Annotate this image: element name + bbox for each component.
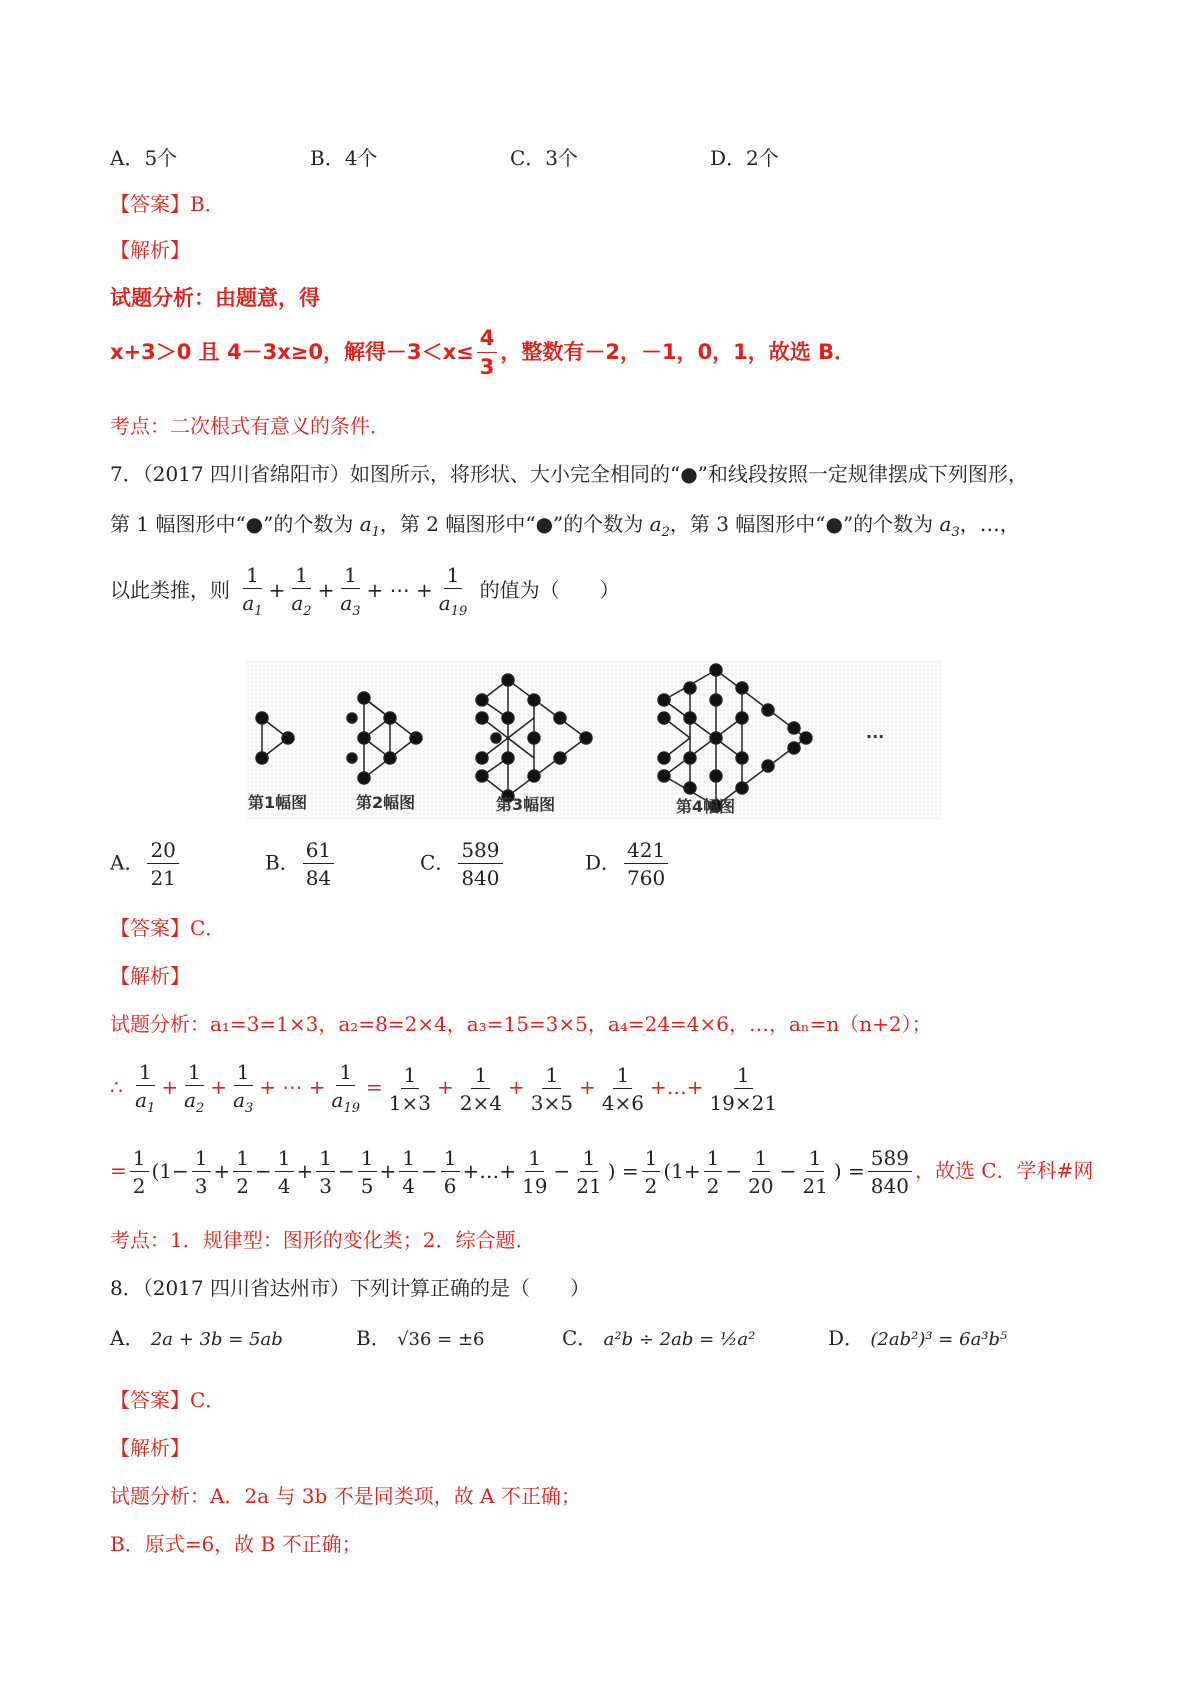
option-num: 20 <box>147 840 178 864</box>
q8-option-d <box>828 1322 1007 1351</box>
q8-option-d-expr: (2ab²)³ = 6a³b⁵ <box>870 1329 1008 1350</box>
q7-stem-text: 的值为（ ） <box>479 578 620 602</box>
q8-answer: 【答案】C． <box>110 1388 226 1412</box>
figure-2-graph <box>347 692 422 784</box>
q7-option-b <box>265 840 337 888</box>
q7-stem-text: 以此类推，则 <box>110 578 230 602</box>
option-label: D． <box>585 850 622 875</box>
option-num: 61 <box>303 840 334 864</box>
q8-analysis-line1: 试题分析：A．2a 与 3b 不是同类项，故 A 不正确； <box>110 1484 581 1508</box>
q7-stem-text: 第 1 幅图形中“●”的个数为 <box>110 512 360 536</box>
figure-caption-2: 第2幅图 <box>356 793 416 812</box>
q7-option-d <box>585 840 671 888</box>
q8-option-b-expr: √36 = ±6 <box>397 1329 485 1350</box>
q8-analysis-line2: B．原式=6，故 B 不正确； <box>110 1532 362 1556</box>
q7-result-den: 840 <box>870 1174 909 1198</box>
option-label: C． <box>420 850 456 875</box>
q6-analysis-line2-post: ，整数有－2，－1，0，1，故选 B． <box>500 340 856 364</box>
q7-stem-text: ，第 3 幅图形中“●”的个数为 <box>669 512 940 536</box>
q7-stem-text: ，第 2 幅图形中“●”的个数为 <box>379 512 650 536</box>
q7-sum-line: ∴ $\frac{1}{a_1}$ + $\frac{1}{a_2}$ + $\frac{1}{a_3}$ + ⋯ + $\frac{1}{a_{19}}$ = $\frac{1}{1\times 3}$ + $\frac{1}{2\times 4}$ + $\frac{1}{3\times 5}$ + $\frac{1}{4\times 6}$ +…+ $\frac{1}{19\times 21}$ <box>110 1060 778 1116</box>
q7-a1: $a_1$ <box>359 512 380 540</box>
q7-stem-line1: 7．（2017 四川省绵阳市）如图所示，将形状、大小完全相同的“●”和线段按照一定规律摆成下列图形， <box>110 462 1028 486</box>
q6-analysis-line1: 试题分析：由题意，得 <box>110 286 320 310</box>
q7-figure-svg <box>246 660 942 820</box>
figure-caption-1: 第1幅图 <box>248 793 308 812</box>
q7-telescope-line: = $\frac{1}{2}$ (1− $\frac{1}{3}$ + $\frac{1}{2}$ − $\frac{1}{4}$ + $\frac{1}{3}$ − $\frac{1}{5}$ + $\frac{1}{4}$ − $\frac{1}{6}$ +…+ $\frac{1}{19}$ − $\frac{1}{21}$ ) = $\frac{1}{2}$ (1+ $\frac{1}{2}$ − $\frac{1}{20}$ − $\frac{1}{21}$ ) = $\frac{589}{840}$ ，故选 C．学科#网 <box>110 1146 1094 1198</box>
option-label: C． <box>562 1326 598 1350</box>
q7-result-tail: ，故选 C．学科#网 <box>914 1158 1094 1183</box>
q7-analysis-header: 【解析】 <box>110 964 190 988</box>
figure-1-graph <box>256 712 294 764</box>
q8-option-c <box>562 1322 755 1351</box>
option-label: B． <box>356 1326 391 1350</box>
q6-fraction <box>477 328 498 378</box>
q7-figure <box>246 660 942 820</box>
q6-frac-den: 3 <box>479 355 495 379</box>
q6-option-d: D．2个 <box>710 146 779 170</box>
q6-analysis-line2 <box>110 328 855 378</box>
q7-kaodian: 考点：1．规律型：图形的变化类；2．综合题． <box>110 1228 536 1252</box>
q7-a3: $a_3$ <box>939 512 960 540</box>
q7-answer: 【答案】C． <box>110 916 226 940</box>
option-num: 421 <box>624 840 668 864</box>
option-label: B． <box>265 850 300 875</box>
q8-stem: 8．（2017 四川省达州市）下列计算正确的是（ ） <box>110 1276 590 1300</box>
q7-stem-text: ，…， <box>959 512 1020 536</box>
option-label: A． <box>110 850 145 875</box>
q7-result-num: 589 <box>868 1148 912 1172</box>
q7-option-a <box>110 840 182 888</box>
q7-a2: $a_2$ <box>649 512 670 540</box>
figure-ellipsis: ··· <box>866 727 885 746</box>
figure-4-graph <box>658 664 812 812</box>
q8-analysis-header: 【解析】 <box>110 1436 190 1460</box>
q6-option-b: B．4个 <box>310 146 378 170</box>
q7-stem-line2 <box>110 508 1020 540</box>
q6-option-c: C．3个 <box>510 146 579 170</box>
q8-option-c-expr: a²b ÷ 2ab = ½a² <box>603 1329 756 1350</box>
q8-option-b <box>356 1322 485 1351</box>
figure-caption-3: 第3幅图 <box>496 795 556 814</box>
option-den: 84 <box>305 866 332 890</box>
q7-analysis-line1: 试题分析：a₁=3=1×3，a₂=8=2×4，a₃=15=3×5，a₄=24=4×6，…，aₙ=n（n+2）； <box>110 1012 932 1036</box>
q6-analysis-header: 【解析】 <box>110 238 190 262</box>
option-den: 760 <box>627 866 666 890</box>
q6-analysis-line2-pre: x+3＞0 且 4－3x≥0，解得－3＜x≤ <box>110 340 474 364</box>
figure-3-graph <box>476 674 592 802</box>
q6-option-a: A．5个 <box>110 146 178 170</box>
q7-stem-frac: $\frac{1}{a_2}$ <box>291 563 312 619</box>
q6-frac-num: 4 <box>477 328 498 353</box>
option-label: A． <box>110 1326 145 1350</box>
option-den: 21 <box>150 866 176 890</box>
q7-option-c <box>420 840 506 888</box>
figure-caption-4: 第4幅图 <box>676 797 736 816</box>
option-num: 589 <box>458 840 502 864</box>
q7-stem-frac: $\frac{1}{a_3}$ <box>340 563 361 619</box>
option-den: 840 <box>461 866 500 890</box>
q7-stem-frac: $\frac{1}{a_1}$ <box>242 563 263 619</box>
q8-option-a-expr: 2a + 3b = 5ab <box>150 1329 283 1350</box>
q8-option-a <box>110 1322 283 1351</box>
q6-answer: 【答案】B． <box>110 192 225 216</box>
q7-stem-line3: 以此类推，则 $\frac{1}{a_1}$ + $\frac{1}{a_2}$ + $\frac{1}{a_3}$ + ⋯ + $\frac{1}{a_{19}}$ 的值为（ ） <box>110 563 620 619</box>
option-label: D． <box>828 1326 865 1350</box>
q6-kaodian: 考点：二次根式有意义的条件． <box>110 414 390 438</box>
q7-stem-frac: $\frac{1}{a_{19}}$ <box>438 563 468 619</box>
